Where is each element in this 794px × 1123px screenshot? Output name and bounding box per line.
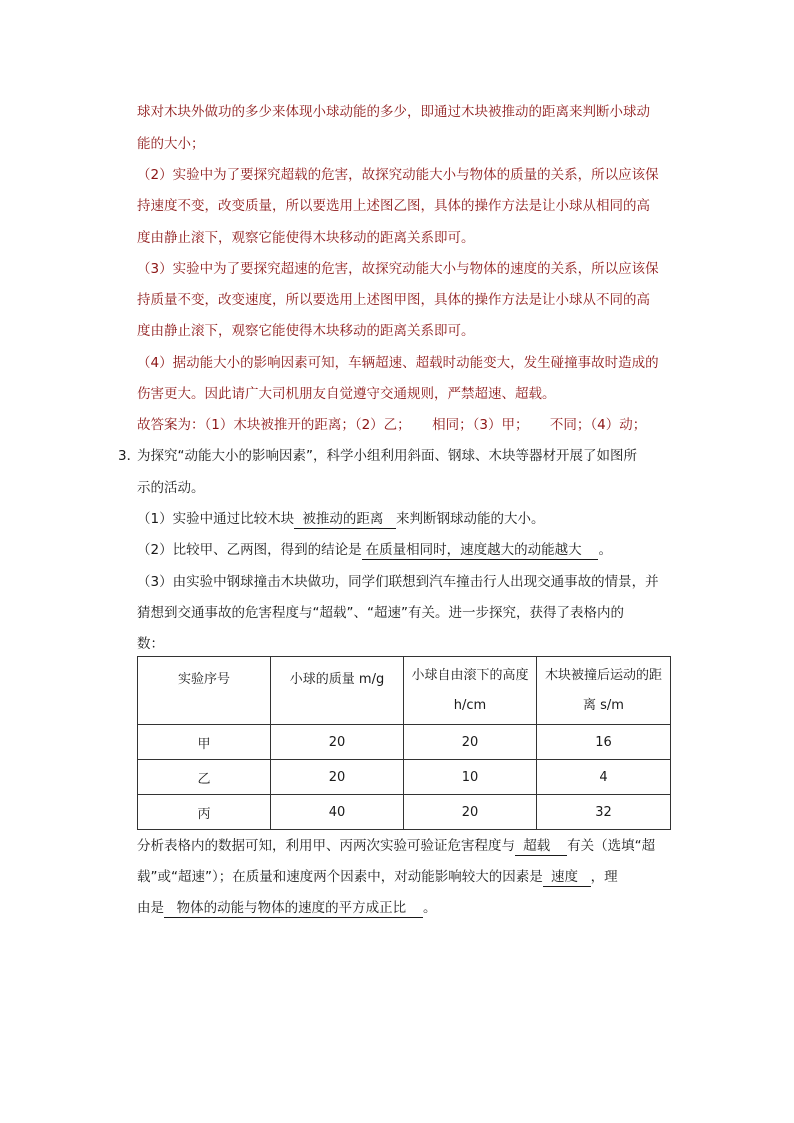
analysis-line2-prefix: 载”或“超速”）；在质量和速度两个因素中，对动能影响较大的因素是 [137, 869, 543, 885]
analysis-answer3: 物体的动能与物体的速度的平方成正比 [176, 900, 407, 916]
header-ball-mass: 小球的质量 m/g [289, 671, 385, 687]
analysis-answer2: 速度 [551, 869, 579, 885]
analysis-line1-prefix: 分析表格内的数据可知，利用甲、丙两次实验可验证危害程度与 [137, 838, 515, 854]
table-cell: 16 [537, 725, 671, 760]
subquestion-1-answer: 被推动的距离 [302, 511, 384, 527]
solution-p3-line2: 持质量不变，改变速度，所以要选用上述图甲图，具体的操作方法是让小球从不同的高 [137, 292, 650, 308]
table-cell: 32 [537, 795, 671, 830]
subquestion-1 [137, 509, 544, 529]
subquestion-2-answer: 在质量相同时，速度越大的动能越大 [365, 542, 582, 558]
analysis-line3-suffix: 。 [422, 900, 437, 916]
analysis-line3-prefix: 由是 [137, 900, 164, 916]
header-block-distance-line2: 离 s/m [583, 697, 624, 713]
subquestion-3-line3: 数： [137, 636, 164, 652]
table-cell: 20 [404, 795, 537, 830]
solution-p3-line3: 度由静止滚下，观察它能使得木块移动的距离关系即可。 [137, 323, 475, 339]
subquestion-2-suffix: 。 [598, 542, 612, 558]
analysis-answer1-blank [515, 837, 567, 856]
solution-p4-line1: （4）据动能大小的影响因素可知，车辆超速、超载时动能变大，发生碰撞事故时造成的 [137, 355, 659, 371]
analysis-answer1: 超载 [523, 838, 551, 854]
analysis-answer3-blank [164, 899, 423, 918]
solution-p1-line2: 能的大小； [137, 136, 205, 152]
table-cell: 4 [537, 760, 671, 795]
subquestion-1-prefix: （1）实验中通过比较木块 [137, 511, 295, 527]
solution-p2-line2: 持速度不变，改变质量，所以要选用上述图乙图，具体的操作方法是让小球从相同的高 [137, 198, 650, 214]
solution-p2-line3: 度由静止滚下，观察它能使得木块移动的距离关系即可。 [137, 230, 475, 246]
table-cell: 甲 [138, 725, 271, 760]
table-cell: 20 [404, 725, 537, 760]
header-roll-height-line1: 小球自由滚下的高度 [411, 667, 529, 683]
solution-p1-line1: 球对木块外做功的多少来体现小球动能的多少，即通过木块被推动的距离来判断小球动 [137, 104, 650, 120]
table-cell: 40 [271, 795, 404, 830]
solution-p4-line2: 伤害更大。因此请广大司机朋友自觉遵守交通规则，严禁超速、超载。 [137, 386, 556, 402]
subquestion-3-line1: （3）由实验中钢球撞击木块做功，同学们联想到汽车撞击行人出现交通事故的情景，并 [137, 574, 659, 590]
table-header-cell [537, 657, 671, 725]
analysis-line1-suffix: 有关（选填“超 [567, 838, 656, 854]
table-row [138, 795, 671, 830]
table-row [138, 760, 671, 795]
table-cell: 乙 [138, 760, 271, 795]
table-header-cell [271, 657, 404, 725]
table-row [138, 725, 671, 760]
subquestion-1-answer-blank [294, 510, 396, 529]
analysis-line2 [137, 867, 618, 887]
table-cell: 丙 [138, 795, 271, 830]
header-roll-height-line2: h/cm [453, 697, 487, 713]
subquestion-3-line2: 猜想到交通事故的危害程度与“超载”、“超速”有关。进一步探究，获得了表格内的 [137, 605, 624, 621]
final-answer-line: 故答案为：（1）木块被推开的距离；（2）乙； 相同；（3）甲； 不同；（4）动； [137, 417, 647, 433]
table-cell: 20 [271, 760, 404, 795]
analysis-line3 [137, 898, 436, 918]
table-header-row [138, 657, 671, 725]
subquestion-2-prefix: （2）比较甲、乙两图，得到的结论是 [137, 542, 362, 558]
header-trial-number: 实验序号 [177, 671, 230, 687]
table-header-cell [404, 657, 537, 725]
analysis-line2-suffix: ，理 [590, 869, 618, 885]
solution-p2-line1: （2）实验中为了要探究超载的危害，故探究动能大小与物体的质量的关系，所以应该保 [137, 167, 659, 183]
subquestion-1-suffix: 来判断钢球动能的大小。 [395, 511, 545, 527]
table-cell: 20 [271, 725, 404, 760]
solution-p3-line1: （3）实验中为了要探究超速的危害，故探究动能大小与物体的速度的关系，所以应该保 [137, 261, 659, 277]
subquestion-2-answer-blank [362, 541, 599, 560]
subquestion-2 [137, 540, 612, 560]
question-stem-line1: 为探究“动能大小的影响因素”，科学小组利用斜面、钢球、木块等器材开展了如图所 [137, 448, 637, 464]
question-stem-line2: 示的活动。 [137, 480, 205, 496]
experiment-data-table [137, 656, 671, 830]
table-header-cell [138, 657, 271, 725]
table-cell: 10 [404, 760, 537, 795]
question-number: 3． [118, 448, 141, 464]
analysis-line1 [137, 836, 655, 856]
analysis-answer2-blank [543, 868, 591, 887]
header-block-distance-line1: 木块被撞后运动的距 [544, 667, 662, 683]
